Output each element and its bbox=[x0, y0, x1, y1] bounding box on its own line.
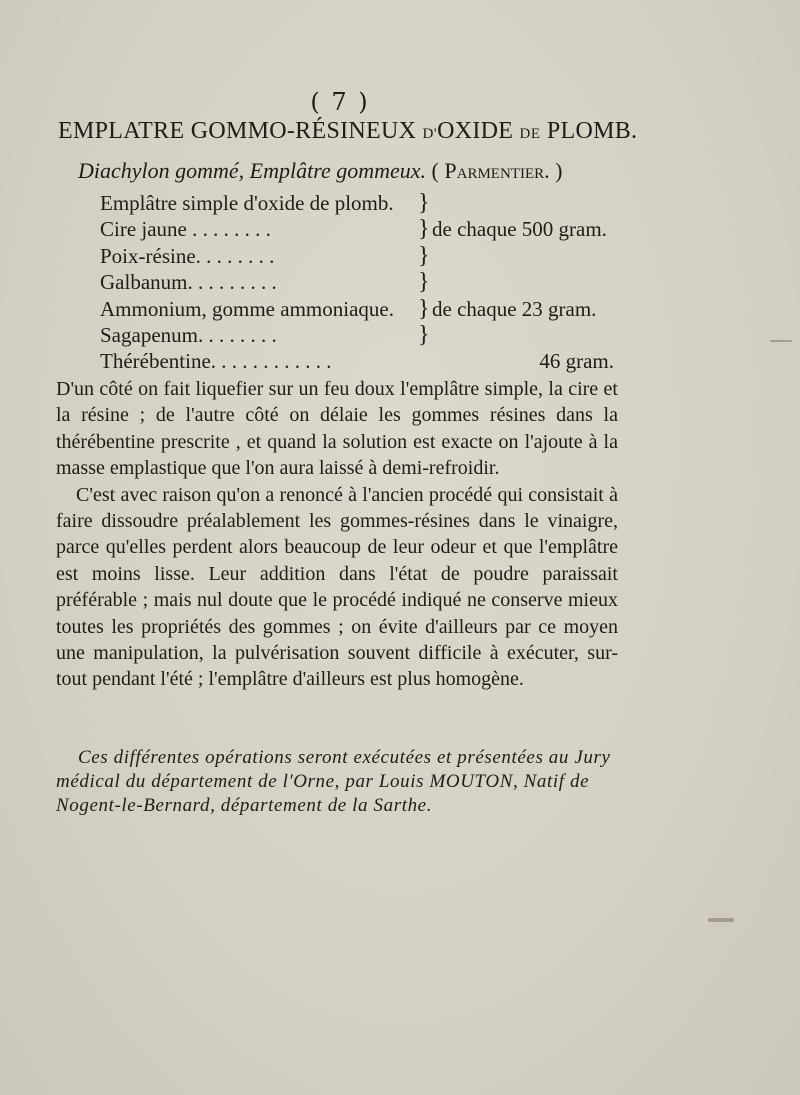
subtitle-author: Parmentier. bbox=[444, 158, 550, 183]
brace-mark: } bbox=[418, 242, 430, 269]
page-number: ( 7 ) bbox=[310, 88, 370, 116]
brace-mark: } bbox=[418, 321, 430, 348]
brace-mark: } bbox=[418, 295, 430, 322]
recipe-list bbox=[100, 190, 640, 375]
recipe-row bbox=[100, 322, 640, 348]
recipe-row bbox=[100, 190, 640, 216]
ingredient-name: Poix-résine. . . . . . . . bbox=[100, 243, 275, 268]
ingredient-name: Sagapenum. . . . . . . . bbox=[100, 322, 277, 347]
ingredient-name: Thérébentine. . . . . . . . . . . . bbox=[100, 349, 332, 374]
subtitle-author-close: ) bbox=[549, 158, 563, 183]
title-part-1: EMPLATRE GOMMO-RÉSINEUX bbox=[58, 118, 423, 144]
paragraph-1: D'un côté on fait liquefier sur un feu doux l'emplâtre simple, la cire et la résine ; de l'autre côté on délaie les gommes résines dans la thérébentine prescrite , et quand la solution est exacte on l'ajoute à la masse emplastique que l'on aura laissé à demi-refroidir. bbox=[56, 378, 618, 480]
ingredient-name: Galbanum. . . . . . . . . bbox=[100, 270, 277, 295]
title-part-3: OXIDE bbox=[437, 118, 520, 144]
title-part-4: DE bbox=[519, 126, 541, 142]
recipe-row bbox=[100, 269, 640, 295]
footer-note-text: Ces différentes opérations seront exécutées et présentées au Jury médical du département de l'Orne, par Louis MOUTON, Natif de Nogent-le-Bernard, département de la Sarthe. bbox=[56, 747, 611, 816]
title-part-5: PLOMB. bbox=[540, 118, 638, 144]
subtitle-names: Diachylon gommé, Emplâtre gommeux. bbox=[78, 158, 427, 183]
ink-mark bbox=[708, 918, 734, 922]
ingredient-name: Ammonium, gomme ammoniaque. bbox=[100, 296, 394, 321]
ingredient-name: Cire jaune . . . . . . . . bbox=[100, 217, 271, 242]
subtitle-author-open: ( bbox=[431, 158, 445, 183]
recipe-row bbox=[100, 296, 640, 322]
recipe-row bbox=[100, 216, 640, 242]
ingredient-quantity: 46 gram. bbox=[539, 349, 614, 374]
page-title bbox=[58, 118, 698, 145]
title-part-2: D' bbox=[422, 126, 438, 142]
ingredient-quantity: de chaque 500 gram. bbox=[432, 217, 607, 242]
brace-mark: } bbox=[418, 269, 430, 296]
body-text bbox=[56, 376, 618, 693]
footer-note bbox=[56, 746, 616, 818]
ingredient-quantity: de chaque 23 gram. bbox=[432, 296, 597, 321]
paragraph-2: C'est avec raison qu'on a renoncé à l'ancien procédé qui consistait à faire dissoudre préalablement les gommes-résines dans le vinaigre, parce qu'elles perdent alors beaucoup de leur odeur et que l'emplâtre est moins lisse. Leur addition dans l'état de poudre paraissait préférable ; mais nul doute que le procédé indiqué ne conserve mieux toutes les propriétés des gommes ; on évite d'ailleurs par ce moyen une manipulation, la pulvérisation souvent difficile à exécuter, sur-tout pendant l'été ; l'emplâtre d'ailleurs est plus homogène. bbox=[56, 483, 618, 691]
brace-mark: } bbox=[418, 190, 430, 216]
brace-mark: } bbox=[418, 216, 430, 243]
ingredient-name: Emplâtre simple d'oxide de plomb. bbox=[100, 191, 394, 215]
recipe-row bbox=[100, 348, 640, 374]
recipe-row bbox=[100, 243, 640, 269]
ink-mark bbox=[770, 340, 792, 342]
subtitle bbox=[78, 158, 698, 184]
